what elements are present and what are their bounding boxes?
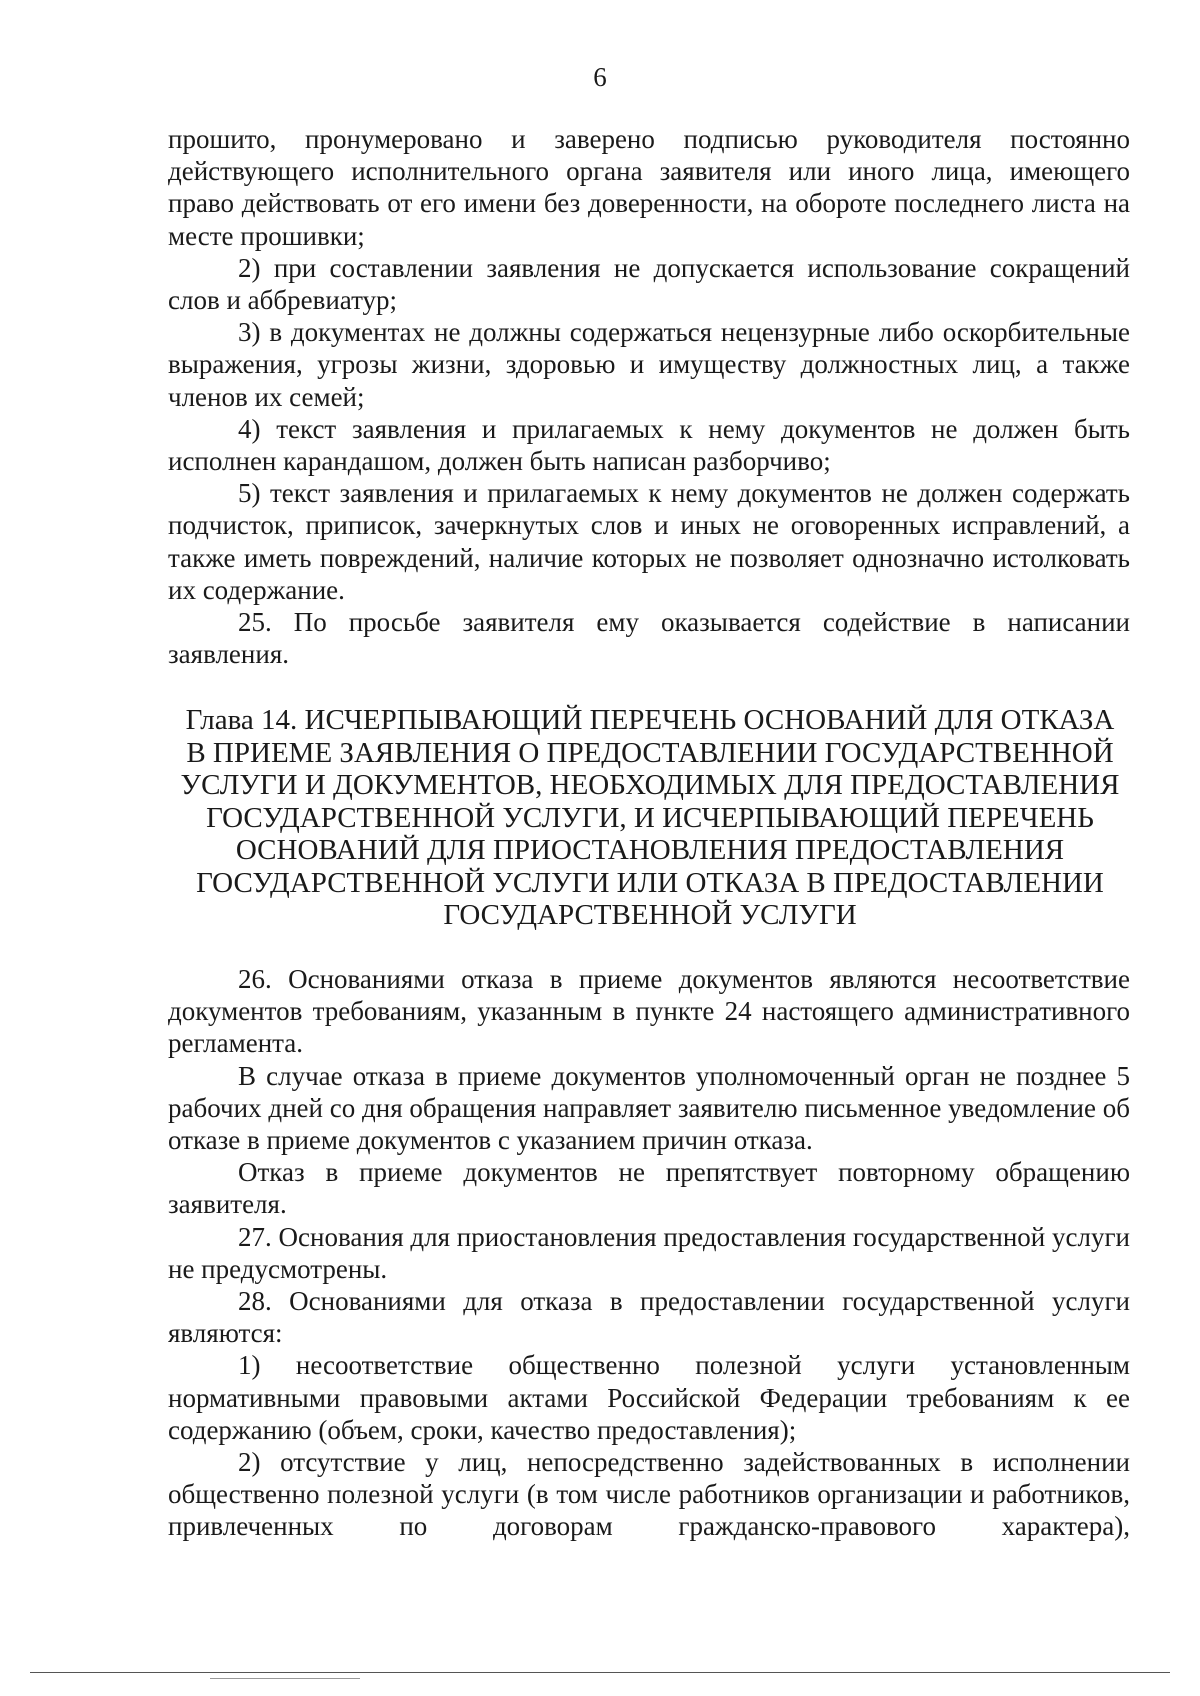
- chapter-heading-line: В ПРИЕМЕ ЗАЯВЛЕНИЯ О ПРЕДОСТАВЛЕНИИ ГОСУДАРСТВЕННОЙ: [186, 736, 1114, 769]
- page-bottom-rule-shadow: [210, 1678, 360, 1679]
- paragraph-cont: прошито, пронумеровано и заверено подписью руководителя постоянно действующего исполнительного органа заявителя или иного лица, имеющего право действовать от его имени без доверенности, на обороте последнего листа на месте прошивки;: [168, 124, 1130, 251]
- bottom-text-block: [168, 963, 1130, 1543]
- paragraph-p-28-item-1: 1) несоответствие общественно полезной услуги установленным нормативными правовыми актами Российской Федерации требованиям к ее содержанию (объем, сроки, качество предоставления);: [168, 1350, 1130, 1445]
- chapter-heading: [150, 704, 1150, 932]
- paragraph-item-2: 2) при составлении заявления не допускается использование сокращений слов и аббревиатур;: [168, 252, 1130, 316]
- page-bottom-rule: [30, 1672, 1170, 1673]
- chapter-heading-line: ГОСУДАРСТВЕННОЙ УСЛУГИ: [443, 899, 857, 931]
- chapter-heading-line: УСЛУГИ И ДОКУМЕНТОВ, НЕОБХОДИМЫХ ДЛЯ ПРЕДОСТАВЛЕНИЯ: [180, 769, 1120, 801]
- paragraph-p-26-refusal: В случае отказа в приеме документов уполномоченный орган не позднее 5 рабочих дней со дня обращения направляет заявителю письменное уведомление об отказе в приеме документов с указанием причин отказа.: [168, 1060, 1130, 1156]
- chapter-heading-line: ГОСУДАРСТВЕННОЙ УСЛУГИ ИЛИ ОТКАЗА В ПРЕДОСТАВЛЕНИИ: [196, 866, 1104, 899]
- chapter-heading-line: ОСНОВАНИЙ ДЛЯ ПРИОСТАНОВЛЕНИЯ ПРЕДОСТАВЛЕНИЯ: [235, 834, 1065, 866]
- chapter-heading-line: Глава 14. ИСЧЕРПЫВАЮЩИЙ ПЕРЕЧЕНЬ ОСНОВАНИЙ ДЛЯ ОТКАЗА: [185, 704, 1115, 736]
- page-number: 6: [593, 62, 607, 92]
- paragraph-p-27: 27. Основания для приостановления предоставления государственной услуги не предусмотрены.: [168, 1221, 1130, 1284]
- paragraph-p-28: 28. Основаниями для отказа в предоставлении государственной услуги являются:: [168, 1286, 1130, 1349]
- chapter-heading-line: ГОСУДАРСТВЕННОЙ УСЛУГИ, И ИСЧЕРПЫВАЮЩИЙ ПЕРЕЧЕНЬ: [206, 801, 1094, 834]
- top-text-block: [168, 123, 1130, 670]
- paragraph-item-3: 3) в документах не должны содержаться нецензурные либо оскорбительные выражения, угрозы жизни, здоровью и имуществу должностных лиц, а также членов их семей;: [168, 317, 1130, 412]
- paragraph-p-26: 26. Основаниями отказа в приеме документов являются несоответствие документов требованиям, указанным в пункте 24 настоящего административного регламента.: [168, 964, 1130, 1059]
- paragraph-item-5: 5) текст заявления и прилагаемых к нему документов не должен содержать подчисток, приписок, зачеркнутых слов и иных не оговоренных исправлений, а также иметь повреждений, наличие которых не позволяет однозначно истолковать их содержание.: [168, 478, 1130, 605]
- paragraph-p-25: 25. По просьбе заявителя ему оказывается содействие в написании заявления.: [168, 607, 1130, 670]
- paragraph-p-28-item-2: 2) отсутствие у лиц, непосредственно задействованных в исполнении общественно полезной услуги (в том числе работников организации и работников, привлеченных по договорам гражданско-правового характера),: [168, 1447, 1130, 1542]
- paragraph-item-4: 4) текст заявления и прилагаемых к нему документов не должен быть исполнен карандашом, должен быть написан разборчиво;: [168, 413, 1130, 477]
- paragraph-p-26-repeat: Отказ в приеме документов не препятствует повторному обращению заявителя.: [168, 1157, 1130, 1220]
